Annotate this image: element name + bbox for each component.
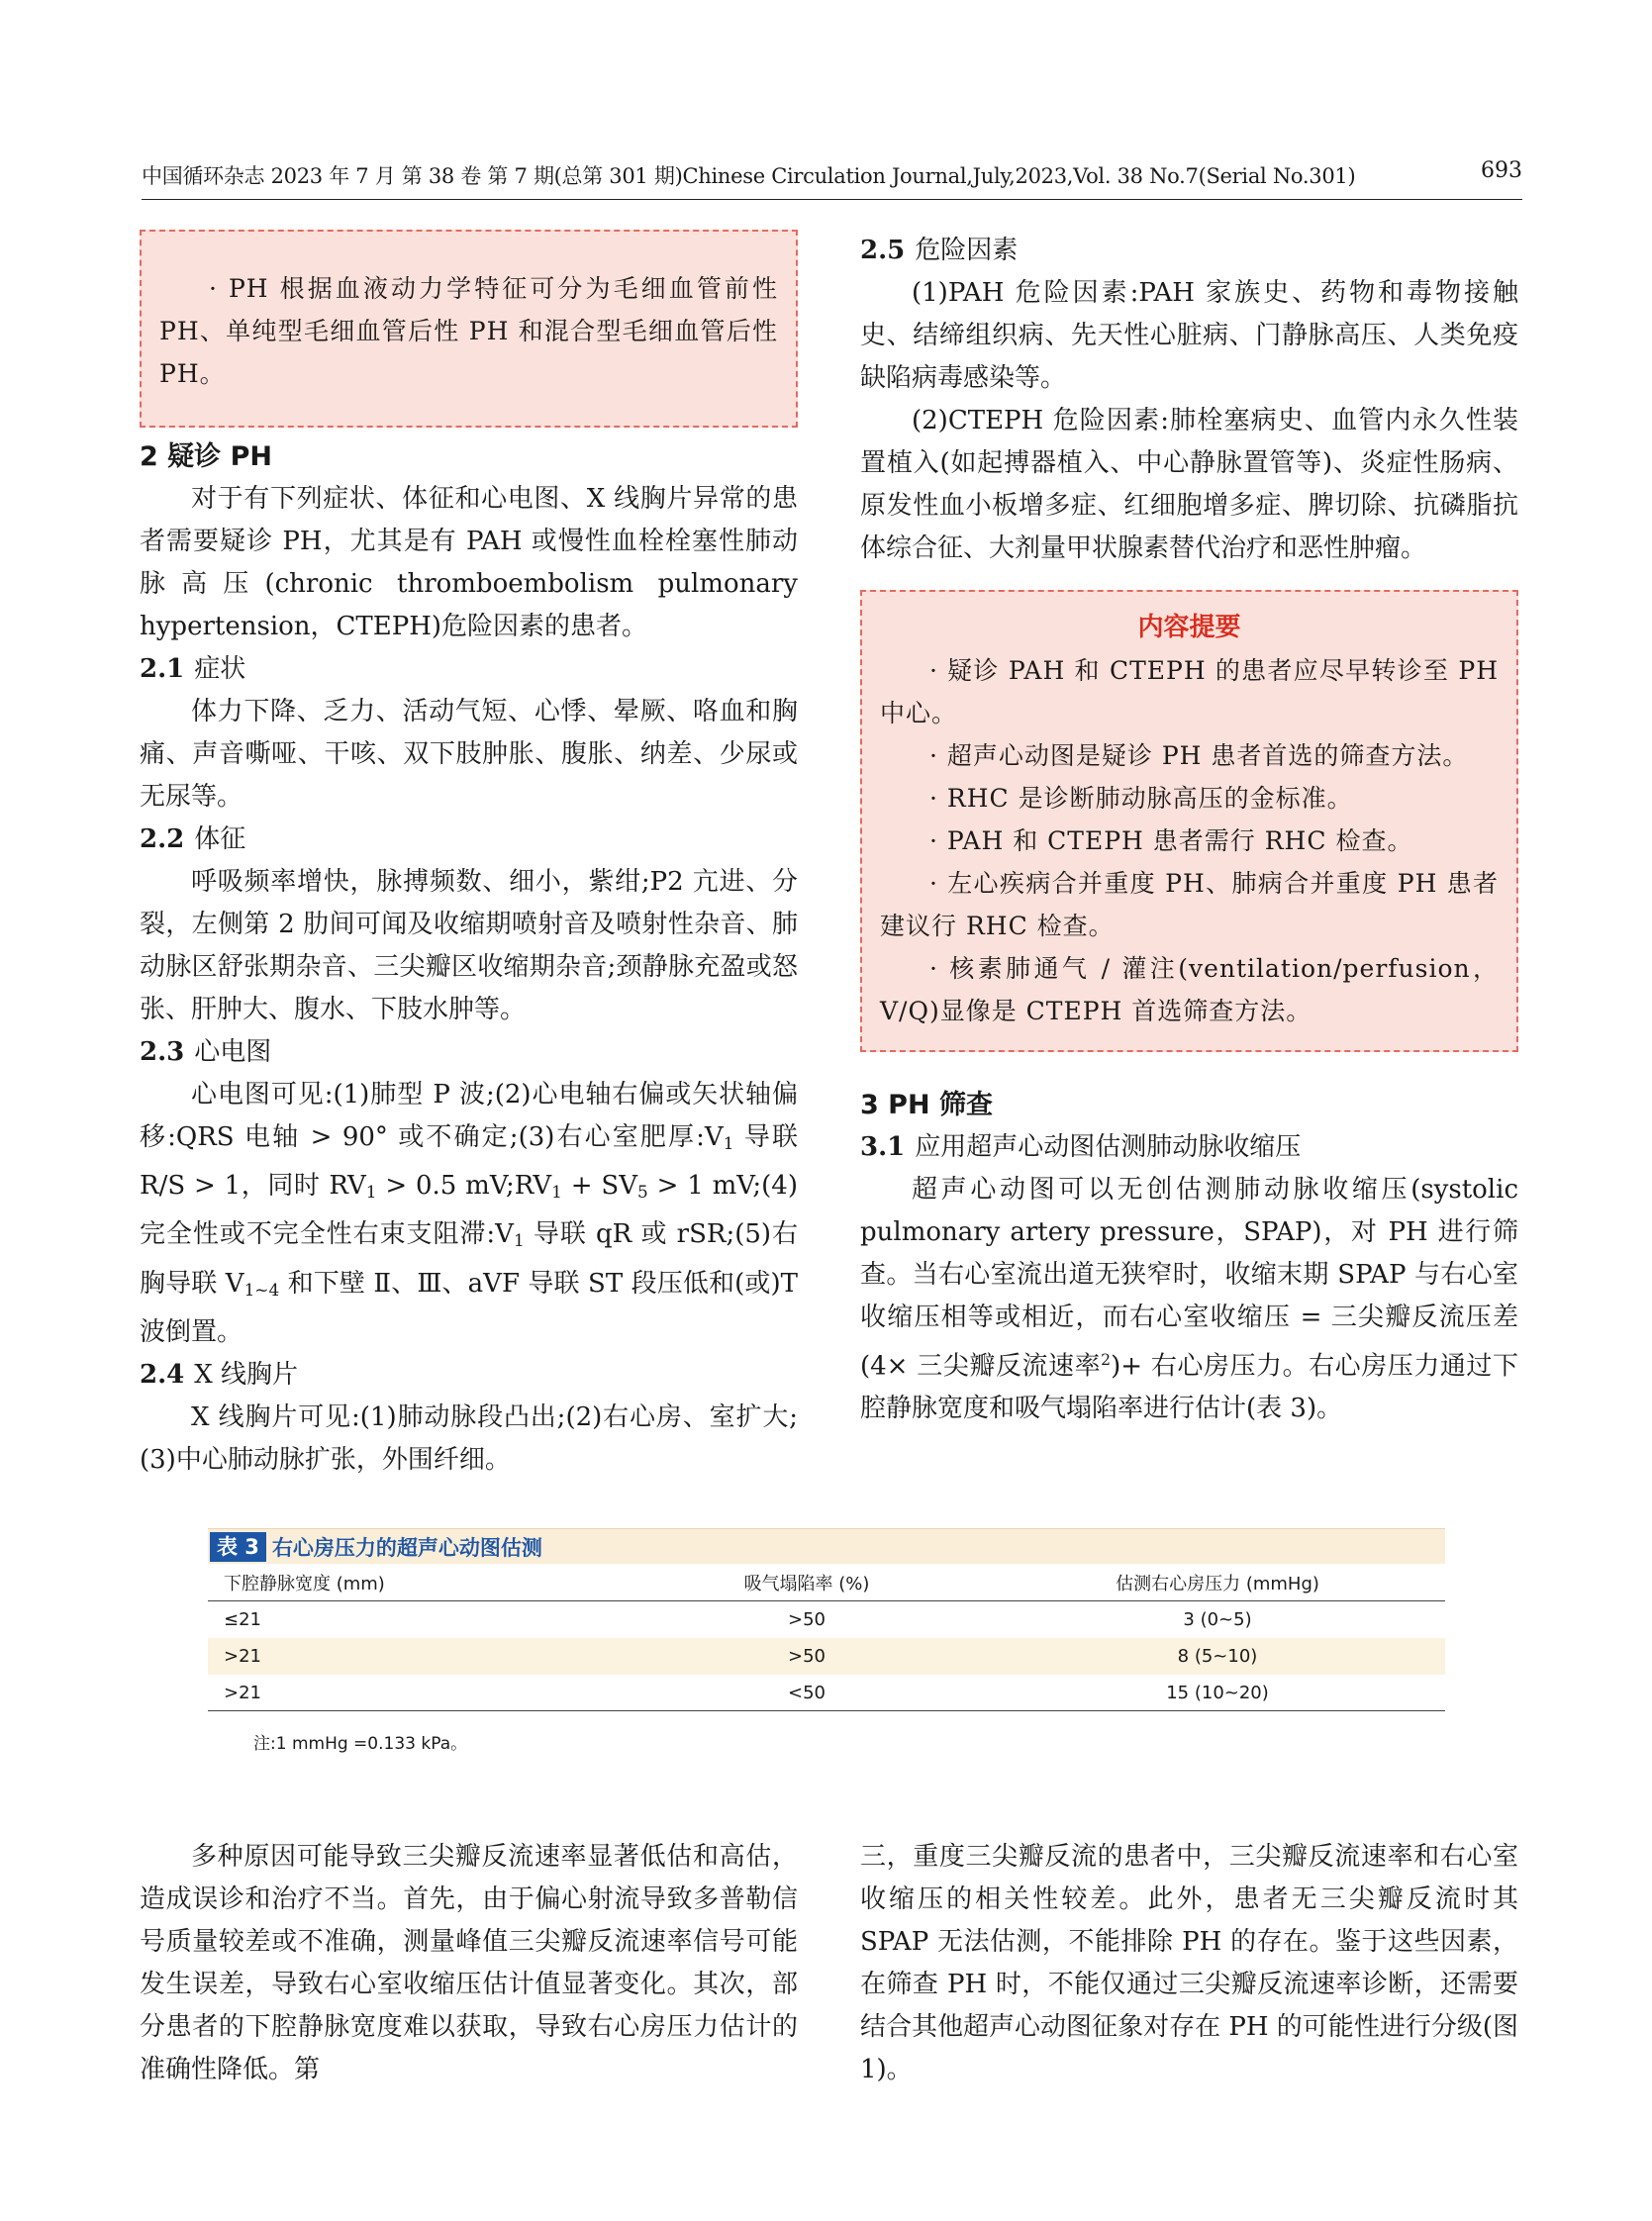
left-column [140,230,798,1482]
table-badge: 表 3 [210,1532,266,1562]
table-cell: >21 [224,1646,261,1667]
page-number: 693 [1481,158,1522,183]
section-number: 2.3 [140,1037,185,1067]
section-number: 2.1 [140,654,185,684]
content-summary-box [860,590,1518,1052]
section-number: 2.5 [860,236,906,265]
section-2-5-paragraph-1: (1)PAH 危险因素:PAH 家族史、药物和毒物接触史、结缔组织病、先天性心脏病、门静脉高压、人类免疫缺陷病毒感染等。 [860,278,1518,393]
section-3-heading: 3 PH 筛查 [860,1090,993,1120]
section-2-4-heading [140,1354,798,1397]
section-2-2-paragraph: 呼吸频率增快，脉搏频数、细小，紫绀;P2 亢进、分裂，左侧第 2 肋间可闻及收缩期喷射音及喷射性杂音、肺动脉区舒张期杂音、三尖瓣区收缩期杂音;颈静脉充盈或怒张、肝肿大、腹水、下肢水肿等。 [140,867,798,1024]
section-2-paragraph: 对于有下列症状、体征和心电图、X 线胸片异常的患者需要疑诊 PH，尤其是有 PAH 或慢性血栓栓塞性肺动脉高压(chronic thromboembolism pulmonary hypertension，CTEPH)危险因素的患者。 [140,484,798,641]
section-number: 3.1 [860,1132,906,1162]
subscript: 1 [365,1182,377,1203]
table-note: 注:1 mmHg =0.133 kPa。 [253,1734,468,1754]
section-3-1-heading [860,1126,1518,1169]
table-title: 右心房压力的超声心动图估测 [271,1535,542,1560]
spap-text: 超声心动图可以无创估测肺动脉收缩压(systolic pulmonary artery pressure，SPAP)，对 PH 进行筛查。当右心室流出道无狭窄时，收缩末期 SPAP 与右心室收缩压相等或相近，而右心室收缩压 = 三尖瓣反流压差(4× 三尖瓣反流速率 [860,1175,1518,1382]
ecg-text: 导联 R/S > 1，同时 RV [140,1122,798,1202]
table-cell: 3 (0~5) [1183,1609,1252,1630]
subscript: 5 [636,1182,648,1203]
right-column [860,230,1518,1430]
column-header: 估测右心房压力 (mmHg) [1116,1573,1319,1594]
ecg-text: 和下壁 Ⅱ、Ⅲ、aVF 导联 ST 段压低和(或)T 波倒置。 [140,1268,798,1347]
table-caption [208,1528,1445,1564]
subscript: 1~4 [243,1279,280,1300]
section-title: 危险因素 [915,236,1019,265]
section-title: 体征 [194,824,246,854]
bottom-right-column [860,1836,1518,2091]
superscript: 2 [1101,1351,1112,1369]
section-2-heading: 2 疑诊 PH [140,441,272,472]
running-title: 中国循环杂志 2023 年 7 月 第 38 卷 第 7 期(总第 301 期)Chinese Circulation Journal,July,2023,Vol. 38 No.7(Serial No.301) [142,164,1356,188]
box-text: · PH 根据血液动力学特征可分为毛细血管前性 PH、单纯型毛细血管后性 PH 和混合型毛细血管后性 PH。 [159,274,778,388]
bottom-right-paragraph: 三，重度三尖瓣反流的患者中，三尖瓣反流速率和右心室收缩压的相关性较差。此外，患者无三尖瓣反流时其 SPAP 无法估测，不能排除 PH 的存在。鉴于这些因素，在筛查 PH 时，不能仅通过三尖瓣反流速率诊断，还需要结合其他超声心动图征象对存在 PH 的可能性进行分级(图 1)。 [860,1842,1518,2084]
table-cell: <50 [788,1682,826,1703]
section-2-3-heading [140,1031,798,1074]
table-row [208,1638,1445,1675]
table-header-row [208,1564,1445,1601]
section-number: 2.4 [140,1359,185,1390]
bottom-left-column [140,1836,798,2091]
ecg-text: 心电图可见:(1)肺型 P 波;(2)心电轴右偏或矢状轴偏移:QRS 电轴 > 90° 或不确定;(3)右心室肥厚:V [140,1080,798,1152]
table-row [208,1601,1445,1638]
spap-text: )+ 右心房压力。右心房压力通过下腔静脉宽度和吸气塌陷率进行估计(表 3)。 [860,1351,1518,1424]
table-row [208,1675,1445,1711]
column-header: 吸气塌陷率 (%) [743,1573,870,1594]
ecg-text: > 1 mV;(4)完全性或不完全性右束支阻滞:V [140,1171,798,1250]
summary-item: · 核素肺通气 / 灌注(ventilation/perfusion，V/Q)显像是 CTEPH 首选筛查方法。 [880,954,1499,1025]
section-2-5-heading [860,230,1518,272]
summary-item: · 左心疾病合并重度 PH、肺病合并重度 PH 患者建议行 RHC 检查。 [880,869,1499,940]
summary-item: · RHC 是诊断肺动脉高压的金标准。 [929,784,1353,813]
section-title: 症状 [194,654,246,684]
section-title: X 线胸片 [194,1359,299,1390]
section-3-1-paragraph [860,1169,1518,1430]
section-number: 2.2 [140,824,185,854]
ecg-text: 导联 qR 或 rSR;(5)右胸导联 V [140,1219,798,1299]
summary-item: · PAH 和 CTEPH 患者需行 RHC 检查。 [929,826,1413,855]
table-cell: ≤21 [224,1609,261,1630]
column-header: 下腔静脉宽度 (mm) [224,1573,385,1594]
summary-item: · 超声心动图是疑诊 PH 患者首选的筛查方法。 [929,741,1469,770]
section-2-1-heading [140,648,798,691]
subscript: 1 [513,1230,525,1251]
table-cell: >21 [224,1682,261,1703]
ecg-text: > 0.5 mV;RV [376,1171,552,1202]
section-2-2-heading [140,819,798,861]
highlight-box-ph-classification [140,230,798,428]
bottom-left-paragraph: 多种原因可能导致三尖瓣反流速率显著低估和高估，造成误诊和治疗不当。首先，由于偏心射流导致多普勒信号质量较差或不准确，测量峰值三尖瓣反流速率信号可能发生误差，导致右心室收缩压估计值显著变化。其次，部分患者的下腔静脉宽度难以获取，导致右心房压力估计的准确性降低。第 [140,1842,798,2084]
table-3 [208,1528,1445,1754]
summary-title: 内容提要 [1137,613,1241,642]
section-2-5-paragraph-2: (2)CTEPH 危险因素:肺栓塞病史、血管内永久性装置植入(如起搏器植入、中心静脉置管等)、炎症性肠病、原发性血小板增多症、红细胞增多症、脾切除、抗磷脂抗体综合征、大剂量甲状腺素替代治疗和恶性肿瘤。 [860,406,1518,563]
subscript: 1 [551,1182,562,1203]
subscript: 1 [723,1133,734,1154]
summary-item: · 疑诊 PAH 和 CTEPH 的患者应尽早转诊至 PH 中心。 [880,656,1499,727]
section-2-3-paragraph [140,1074,798,1354]
section-2-4-paragraph: X 线胸片可见:(1)肺动脉段凸出;(2)右心房、室扩大;(3)中心肺动脉扩张，外围纤细。 [140,1401,798,1475]
section-2-1-paragraph: 体力下降、乏力、活动气短、心悸、晕厥、咯血和胸痛、声音嘶哑、干咳、双下肢肿胀、腹胀、纳差、少尿或无尿等。 [140,697,798,812]
table-cell: 15 (10~20) [1166,1682,1269,1703]
table-cell: >50 [788,1609,826,1630]
section-title: 心电图 [194,1037,272,1067]
table-cell: >50 [788,1646,826,1667]
section-title: 应用超声心动图估测肺动脉收缩压 [915,1132,1302,1162]
ecg-text: + SV [561,1171,637,1202]
running-header [142,156,1522,200]
table-cell: 8 (5~10) [1177,1646,1258,1667]
